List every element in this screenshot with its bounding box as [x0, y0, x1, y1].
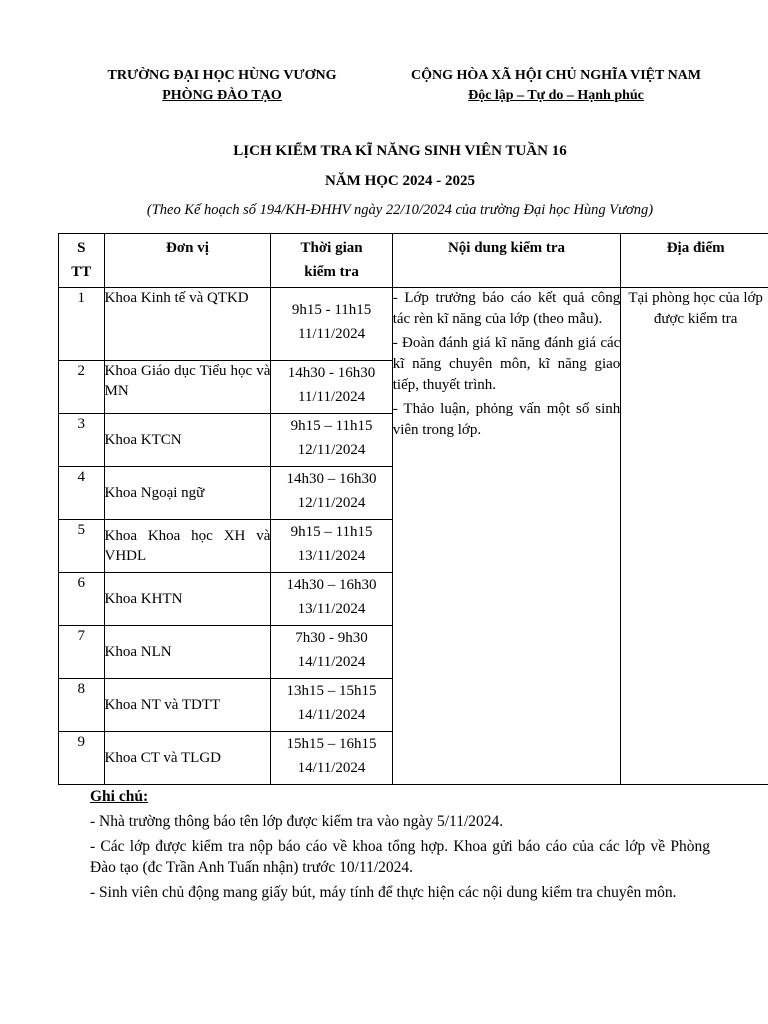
document-title: LỊCH KIỂM TRA KĨ NĂNG SINH VIÊN TUẦN 16	[233, 143, 567, 159]
row-time: 9h15 – 11h15 12/11/2024	[271, 414, 392, 467]
row-unit: Khoa CT và TLGD	[104, 732, 271, 785]
table-row	[59, 288, 768, 361]
national-title: CỘNG HÒA XÃ HỘI CHỦ NGHĨA VIỆT NAM	[410, 68, 701, 83]
header-time: Thời gian kiểm tra	[271, 234, 392, 288]
header-content: Nội dung kiểm tra	[392, 234, 621, 288]
note-item: - Nhà trường thông báo tên lớp được kiểm tra vào ngày 5/11/2024.	[90, 813, 504, 830]
header-place: Địa điểm	[621, 234, 768, 288]
test-content	[392, 288, 621, 785]
row-stt: 4	[59, 467, 105, 520]
note-item: - Các lớp được kiểm tra nộp báo cáo về khoa tổng hợp. Khoa gửi báo cáo của các lớp về Phòng Đào tạo (đc Trần Anh Tuấn nhận) trước 10/11/2024.	[90, 838, 710, 876]
academic-year: NĂM HỌC 2024 - 2025	[325, 173, 475, 189]
row-unit: Khoa NLN	[104, 626, 271, 679]
notes-section	[90, 786, 710, 907]
row-unit: Khoa Giáo dục Tiểu học và MN	[104, 361, 271, 414]
row-time: 14h30 - 16h30 11/11/2024	[271, 361, 392, 414]
header-left	[84, 66, 360, 106]
row-stt: 6	[59, 573, 105, 626]
row-unit: Khoa Khoa học XH và VHDL	[104, 520, 271, 573]
row-unit: Khoa NT và TDTT	[104, 679, 271, 732]
national-motto: Độc lập – Tự do – Hạnh phúc	[468, 88, 644, 103]
row-unit: Khoa Kinh tế và QTKD	[104, 288, 271, 361]
header-stt: S TT	[59, 234, 105, 288]
row-time: 14h30 – 16h30 12/11/2024	[271, 467, 392, 520]
row-stt: 1	[59, 288, 105, 361]
row-stt: 2	[59, 361, 105, 414]
row-unit: Khoa Ngoại ngữ	[104, 467, 271, 520]
department-name: PHÒNG ĐÀO TẠO	[162, 88, 282, 103]
document-subtitle: (Theo Kế hoạch số 194/KH-ĐHHV ngày 22/10/2024 của trường Đại học Hùng Vương)	[146, 202, 654, 218]
table-header-row	[59, 234, 768, 288]
test-location: Tại phòng học của lớp được kiểm tra	[621, 288, 768, 785]
row-stt: 3	[59, 414, 105, 467]
schedule-table	[58, 233, 768, 785]
row-time: 9h15 – 11h15 13/11/2024	[271, 520, 392, 573]
header-right	[376, 66, 736, 106]
row-stt: 5	[59, 520, 105, 573]
row-unit: Khoa KHTN	[104, 573, 271, 626]
row-stt: 9	[59, 732, 105, 785]
row-unit: Khoa KTCN	[104, 414, 271, 467]
content-item: - Đoàn đánh giá kĩ năng đánh giá các kĩ năng chuyên môn, kĩ năng giao tiếp, thuyết trình.	[392, 335, 621, 393]
row-time: 7h30 - 9h30 14/11/2024	[271, 626, 392, 679]
row-time: 13h15 – 15h15 14/11/2024	[271, 679, 392, 732]
notes-title: Ghi chú:	[90, 788, 149, 805]
row-time: 9h15 - 11h15 11/11/2024	[271, 288, 392, 361]
row-time: 15h15 – 16h15 14/11/2024	[271, 732, 392, 785]
content-item: - Thảo luận, phỏng vấn một số sinh viên trong lớp.	[392, 401, 621, 438]
university-name: TRƯỜNG ĐẠI HỌC HÙNG VƯƠNG	[107, 68, 337, 83]
header-unit: Đơn vị	[104, 234, 271, 288]
row-time: 14h30 – 16h30 13/11/2024	[271, 573, 392, 626]
row-stt: 7	[59, 626, 105, 679]
row-stt: 8	[59, 679, 105, 732]
note-item: - Sinh viên chủ động mang giấy bút, máy tính để thực hiện các nội dung kiểm tra chuyên môn.	[90, 884, 677, 901]
content-item: - Lớp trưởng báo cáo kết quả công tác rèn kĩ năng của lớp (theo mẫu).	[392, 290, 621, 327]
